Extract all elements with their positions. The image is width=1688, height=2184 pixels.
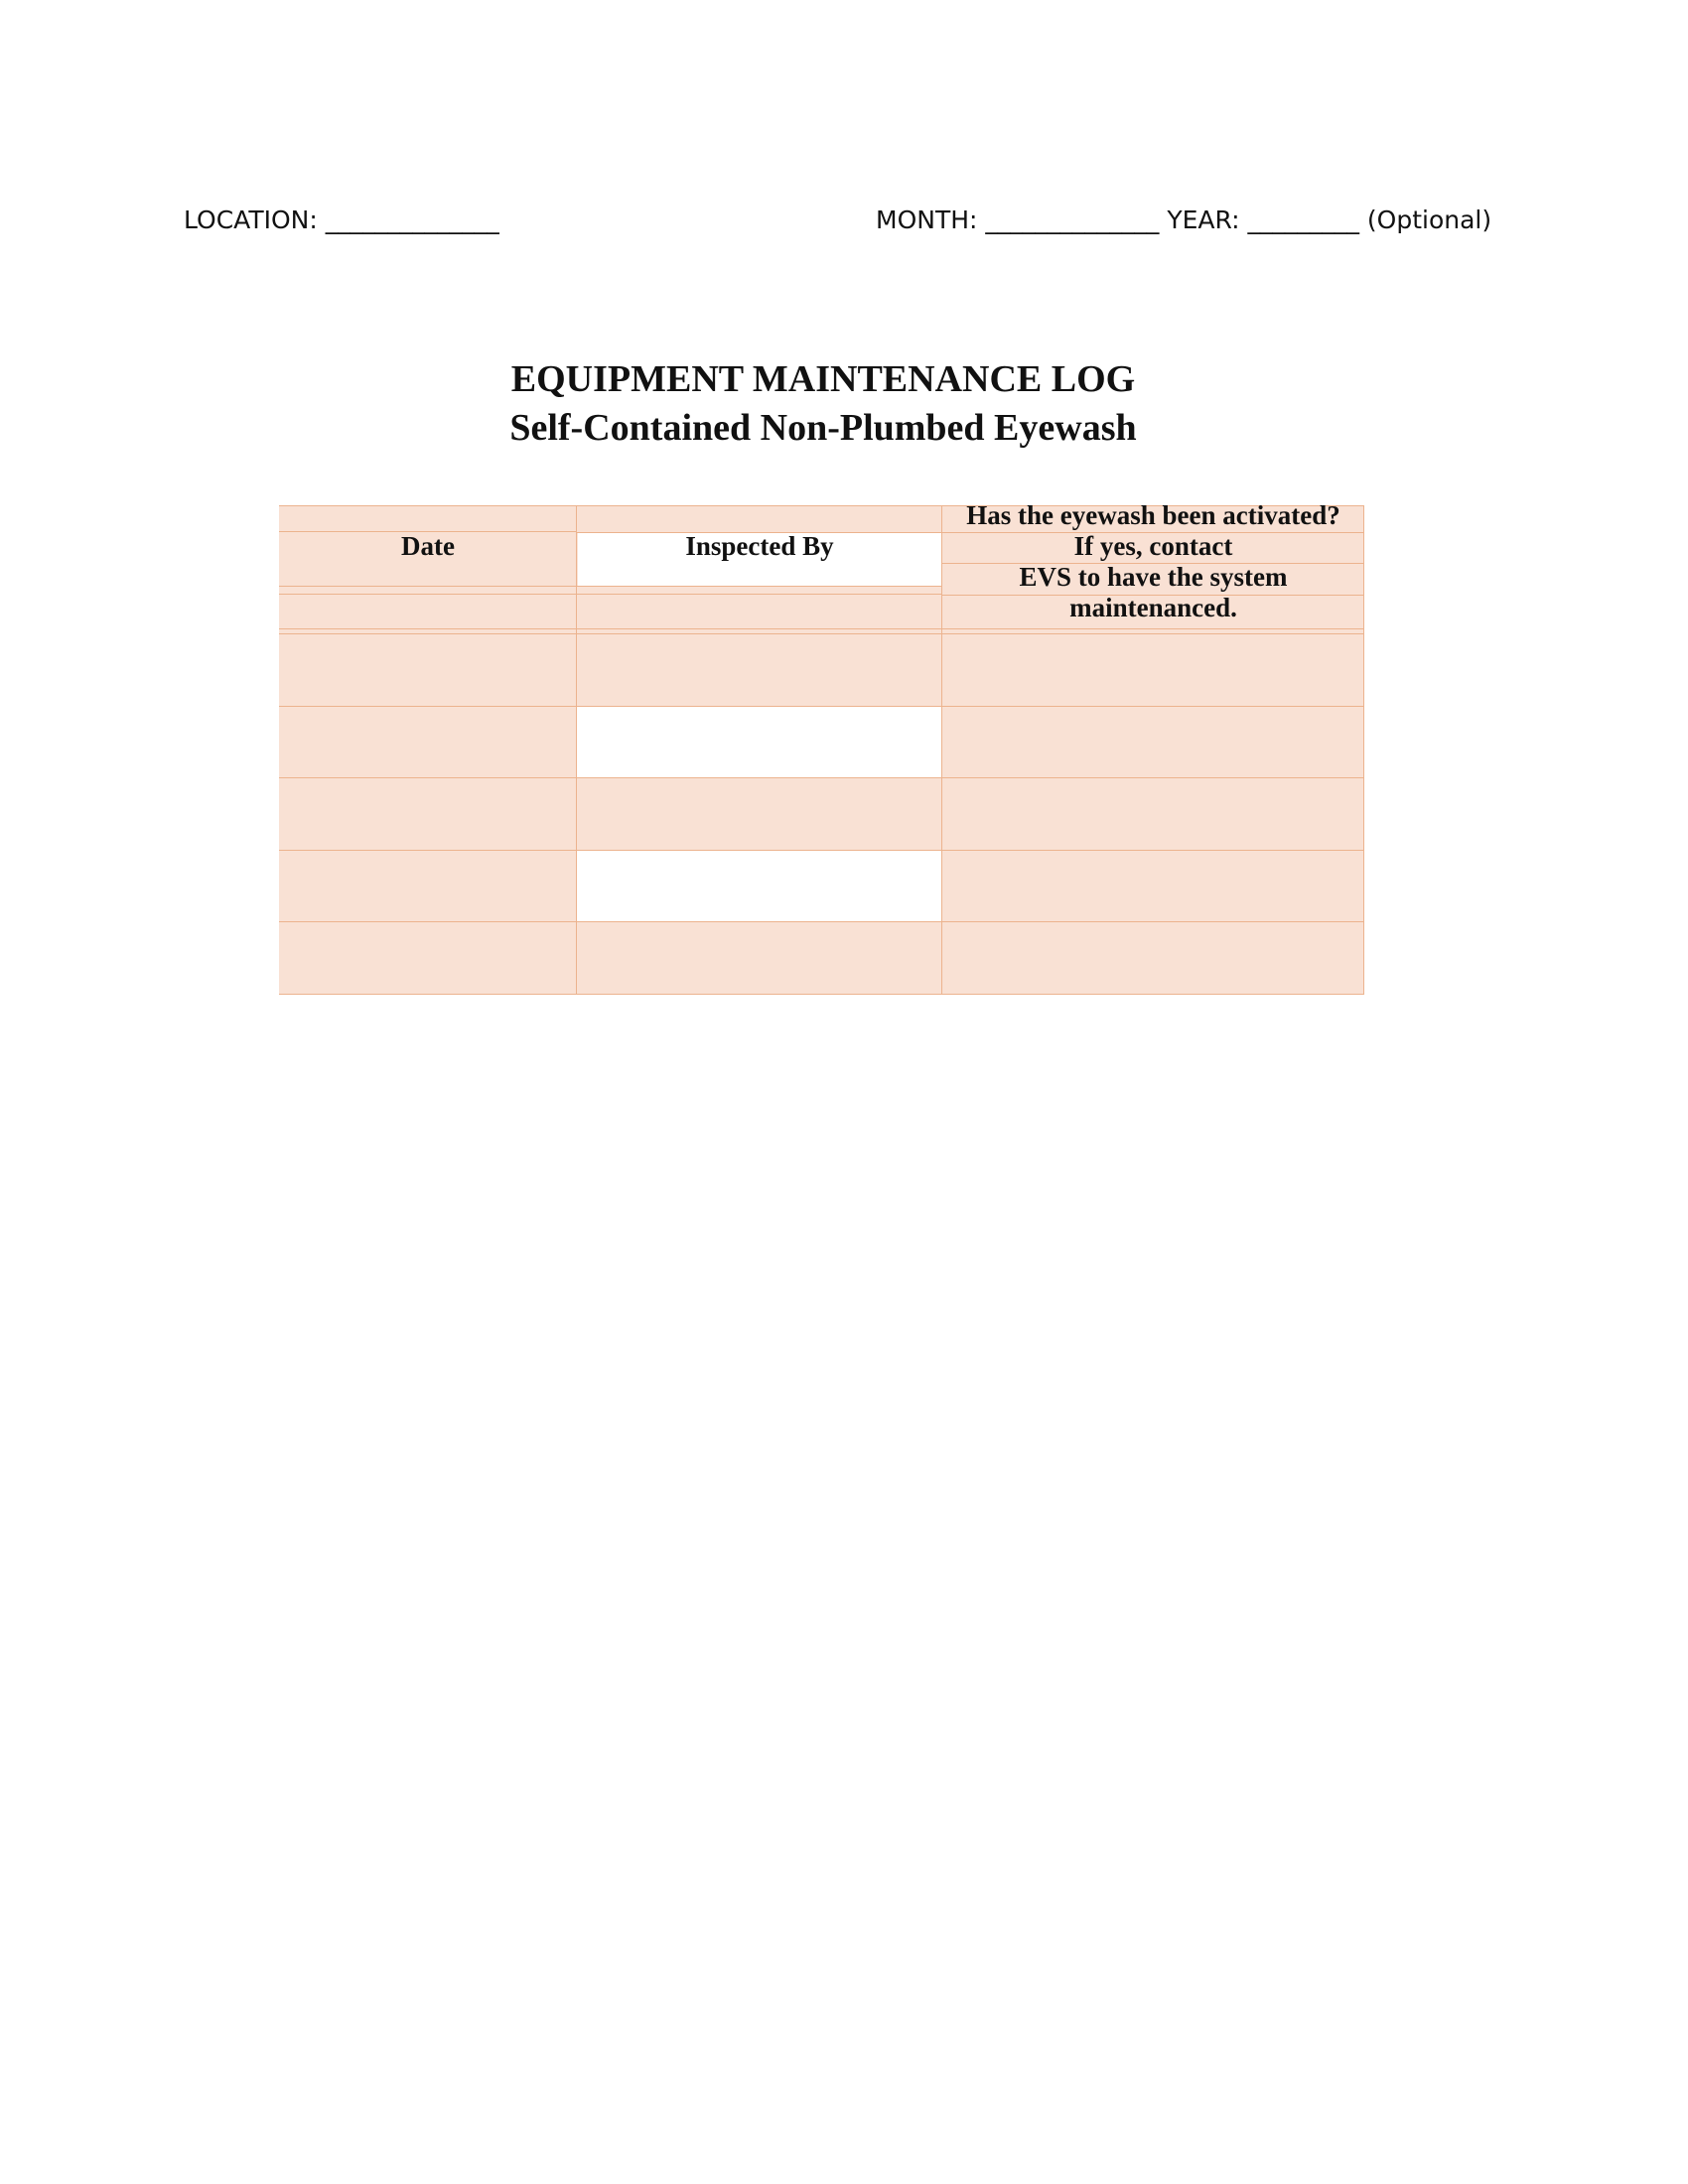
month-year-field[interactable]: MONTH: ______________ YEAR: _________ (Optional) xyxy=(876,205,1492,234)
header-divider xyxy=(279,594,577,595)
header-divider xyxy=(577,594,942,595)
date-cell[interactable] xyxy=(279,922,577,995)
activation-cell[interactable] xyxy=(942,634,1364,707)
maintenance-log-table xyxy=(279,500,1364,1000)
date-cell[interactable] xyxy=(279,707,577,778)
header-divider xyxy=(279,628,1364,629)
inspected-by-cell[interactable] xyxy=(577,922,942,995)
date-cell[interactable] xyxy=(279,778,577,851)
date-cell[interactable] xyxy=(279,634,577,707)
activation-question: Has the eyewash been activated? xyxy=(966,500,1340,530)
inspected-by-column-header: Inspected By xyxy=(685,531,834,561)
header-divider xyxy=(577,586,942,587)
inspected-by-cell[interactable] xyxy=(577,851,942,922)
location-field[interactable]: LOCATION: ______________ xyxy=(184,205,499,234)
activation-cell[interactable] xyxy=(942,922,1364,995)
activation-instruction: maintenanced. xyxy=(1069,593,1237,622)
date-header-cell xyxy=(279,505,577,634)
activation-cell[interactable] xyxy=(942,707,1364,778)
activation-instruction: EVS to have the system xyxy=(1019,562,1288,592)
document-title: EQUIPMENT MAINTENANCE LOG xyxy=(510,358,1136,400)
activation-cell[interactable] xyxy=(942,778,1364,851)
activation-instruction: If yes, contact xyxy=(1073,531,1233,561)
inspected-by-cell[interactable] xyxy=(577,634,942,707)
date-column-header: Date xyxy=(401,531,455,561)
header-divider xyxy=(279,586,577,587)
activation-cell[interactable] xyxy=(942,851,1364,922)
inspected-by-cell[interactable] xyxy=(577,778,942,851)
inspected-by-cell[interactable] xyxy=(577,707,942,778)
date-cell[interactable] xyxy=(279,851,577,922)
document-subtitle: Self-Contained Non-Plumbed Eyewash xyxy=(509,407,1137,449)
